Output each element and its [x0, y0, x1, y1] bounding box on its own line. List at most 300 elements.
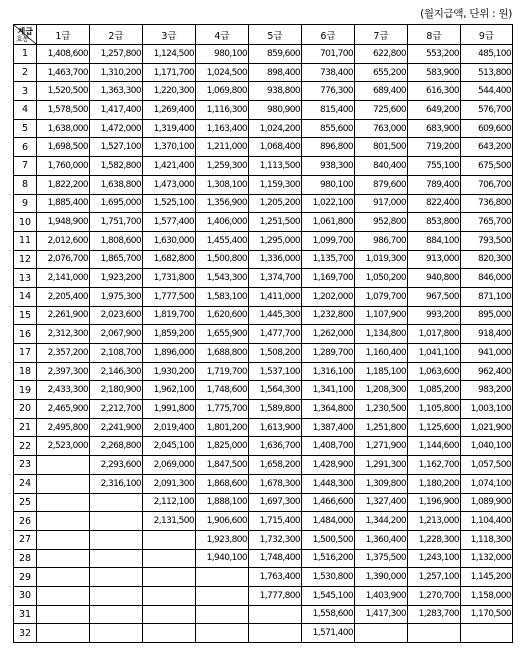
- step-cell: 20: [14, 400, 37, 419]
- pay-cell: 962,400: [461, 362, 513, 381]
- step-cell: 25: [14, 493, 37, 512]
- pay-cell: 1,159,300: [249, 175, 302, 194]
- pay-cell: 583,900: [408, 63, 461, 82]
- step-cell: 29: [14, 568, 37, 587]
- pay-cell: 2,091,300: [143, 474, 196, 493]
- pay-cell: 1,589,800: [249, 400, 302, 419]
- pay-cell: 1,564,300: [249, 381, 302, 400]
- pay-cell: 763,000: [355, 119, 408, 138]
- pay-cell: [355, 624, 408, 643]
- pay-cell: 2,261,900: [37, 306, 90, 325]
- pay-cell: 1,868,600: [196, 474, 249, 493]
- pay-cell: 1,105,800: [408, 400, 461, 419]
- step-cell: 32: [14, 624, 37, 643]
- table-header: [14, 25, 513, 45]
- pay-cell: 1,408,600: [37, 45, 90, 64]
- pay-cell: [143, 530, 196, 549]
- pay-cell: 1,107,900: [355, 306, 408, 325]
- pay-cell: 1,113,500: [249, 157, 302, 176]
- step-cell: 4: [14, 101, 37, 120]
- table-row: [14, 344, 513, 363]
- table-row: [14, 624, 513, 643]
- step-cell: 14: [14, 287, 37, 306]
- pay-cell: 1,074,100: [461, 474, 513, 493]
- pay-cell: 1,678,300: [249, 474, 302, 493]
- pay-cell: 1,578,500: [37, 101, 90, 120]
- pay-cell: 1,158,000: [461, 586, 513, 605]
- table-row: [14, 605, 513, 624]
- pay-cell: 1,630,000: [143, 231, 196, 250]
- pay-cell: [143, 549, 196, 568]
- corner-cell: [14, 25, 37, 45]
- pay-cell: 879,600: [355, 175, 408, 194]
- pay-cell: 1,697,300: [249, 493, 302, 512]
- pay-cell: 1,202,000: [302, 287, 355, 306]
- pay-cell: 1,537,100: [249, 362, 302, 381]
- pay-cell: 898,400: [249, 63, 302, 82]
- pay-cell: 1,417,300: [355, 605, 408, 624]
- step-cell: 15: [14, 306, 37, 325]
- pay-cell: 649,200: [408, 101, 461, 120]
- pay-cell: 719,200: [408, 138, 461, 157]
- corner-step-label: 호봉: [16, 35, 29, 43]
- pay-cell: 1,289,700: [302, 344, 355, 363]
- pay-cell: 553,200: [408, 45, 461, 64]
- pay-cell: 1,336,000: [249, 250, 302, 269]
- pay-cell: 755,100: [408, 157, 461, 176]
- pay-cell: [196, 624, 249, 643]
- pay-cell: 1,638,800: [90, 175, 143, 194]
- pay-cell: [196, 605, 249, 624]
- table-row: [14, 138, 513, 157]
- pay-cell: 1,638,000: [37, 119, 90, 138]
- pay-cell: 1,530,800: [302, 568, 355, 587]
- table-row: [14, 175, 513, 194]
- pay-cell: 1,775,700: [196, 400, 249, 419]
- table-row: [14, 474, 513, 493]
- pay-cell: 1,885,400: [37, 194, 90, 213]
- pay-cell: 1,636,700: [249, 437, 302, 456]
- pay-cell: 1,715,400: [249, 512, 302, 531]
- pay-cell: 1,283,700: [408, 605, 461, 624]
- pay-cell: 513,800: [461, 63, 513, 82]
- pay-cell: [37, 493, 90, 512]
- pay-cell: 980,100: [196, 45, 249, 64]
- pay-cell: 1,888,100: [196, 493, 249, 512]
- pay-cell: 918,400: [461, 325, 513, 344]
- table-row: [14, 250, 513, 269]
- pay-cell: 1,257,800: [90, 45, 143, 64]
- pay-cell: 941,000: [461, 344, 513, 363]
- pay-cell: 1,822,200: [37, 175, 90, 194]
- pay-cell: 1,448,300: [302, 474, 355, 493]
- pay-cell: 1,484,000: [302, 512, 355, 531]
- pay-cell: 1,185,100: [355, 362, 408, 381]
- pay-cell: 1,099,700: [302, 231, 355, 250]
- salary-table: [13, 24, 513, 643]
- table-row: [14, 418, 513, 437]
- corner-grade-label: 계급: [17, 27, 33, 36]
- pay-cell: 2,069,000: [143, 456, 196, 475]
- pay-cell: 820,300: [461, 250, 513, 269]
- pay-cell: 1,213,000: [408, 512, 461, 531]
- pay-cell: 1,327,400: [355, 493, 408, 512]
- pay-cell: 776,300: [302, 82, 355, 101]
- step-cell: 8: [14, 175, 37, 194]
- pay-cell: 793,500: [461, 231, 513, 250]
- pay-cell: 1,695,000: [90, 194, 143, 213]
- pay-cell: 643,200: [461, 138, 513, 157]
- grade-header: 7급: [355, 25, 408, 45]
- pay-cell: 1,408,700: [302, 437, 355, 456]
- pay-cell: 609,600: [461, 119, 513, 138]
- pay-cell: 1,558,600: [302, 605, 355, 624]
- pay-cell: [90, 624, 143, 643]
- pay-cell: [90, 586, 143, 605]
- grade-header: 2급: [90, 25, 143, 45]
- pay-cell: [143, 568, 196, 587]
- pay-cell: 1,160,400: [355, 344, 408, 363]
- pay-cell: 993,200: [408, 306, 461, 325]
- pay-cell: 1,428,900: [302, 456, 355, 475]
- pay-cell: 1,975,300: [90, 287, 143, 306]
- pay-cell: [196, 586, 249, 605]
- pay-cell: 1,819,700: [143, 306, 196, 325]
- pay-cell: 1,698,500: [37, 138, 90, 157]
- pay-cell: [37, 605, 90, 624]
- table-row: [14, 400, 513, 419]
- pay-cell: 544,400: [461, 82, 513, 101]
- pay-cell: 952,800: [355, 213, 408, 232]
- step-cell: 9: [14, 194, 37, 213]
- pay-cell: 1,801,200: [196, 418, 249, 437]
- pay-cell: 1,865,700: [90, 250, 143, 269]
- pay-cell: 1,688,800: [196, 344, 249, 363]
- table-row: [14, 456, 513, 475]
- pay-cell: 1,310,200: [90, 63, 143, 82]
- pay-cell: 2,293,600: [90, 456, 143, 475]
- pay-cell: 706,700: [461, 175, 513, 194]
- table-row: [14, 194, 513, 213]
- pay-cell: 1,104,400: [461, 512, 513, 531]
- step-cell: 11: [14, 231, 37, 250]
- pay-cell: 1,360,400: [355, 530, 408, 549]
- pay-cell: [37, 568, 90, 587]
- pay-cell: 815,400: [302, 101, 355, 120]
- pay-cell: 1,455,400: [196, 231, 249, 250]
- pay-cell: [37, 456, 90, 475]
- pay-cell: 1,543,300: [196, 269, 249, 288]
- grade-header: 4급: [196, 25, 249, 45]
- table-row: [14, 325, 513, 344]
- table-row: [14, 213, 513, 232]
- pay-cell: [249, 624, 302, 643]
- pay-cell: 2,465,900: [37, 400, 90, 419]
- pay-cell: 1,344,200: [355, 512, 408, 531]
- pay-cell: 1,251,800: [355, 418, 408, 437]
- pay-cell: 1,847,500: [196, 456, 249, 475]
- pay-cell: [37, 530, 90, 549]
- pay-cell: 884,100: [408, 231, 461, 250]
- step-cell: 27: [14, 530, 37, 549]
- pay-cell: 1,295,000: [249, 231, 302, 250]
- step-cell: 23: [14, 456, 37, 475]
- pay-cell: 1,228,300: [408, 530, 461, 549]
- pay-cell: 2,241,900: [90, 418, 143, 437]
- pay-cell: 1,411,000: [249, 287, 302, 306]
- pay-cell: 1,135,700: [302, 250, 355, 269]
- pay-cell: 1,923,200: [90, 269, 143, 288]
- grade-header: 1급: [37, 25, 90, 45]
- pay-cell: 1,655,900: [196, 325, 249, 344]
- pay-cell: [37, 624, 90, 643]
- pay-cell: 1,124,500: [143, 45, 196, 64]
- pay-cell: 1,991,800: [143, 400, 196, 419]
- pay-cell: 822,400: [408, 194, 461, 213]
- pay-cell: 1,211,000: [196, 138, 249, 157]
- pay-cell: 485,100: [461, 45, 513, 64]
- pay-cell: 2,076,700: [37, 250, 90, 269]
- table-row: [14, 287, 513, 306]
- pay-cell: 1,732,300: [249, 530, 302, 549]
- pay-cell: [143, 605, 196, 624]
- pay-cell: 1,019,300: [355, 250, 408, 269]
- pay-cell: 938,800: [249, 82, 302, 101]
- pay-cell: 1,079,700: [355, 287, 408, 306]
- step-cell: 22: [14, 437, 37, 456]
- pay-cell: 1,050,200: [355, 269, 408, 288]
- pay-cell: 1,259,300: [196, 157, 249, 176]
- step-cell: 10: [14, 213, 37, 232]
- pay-cell: 1,125,600: [408, 418, 461, 437]
- pay-cell: 895,000: [461, 306, 513, 325]
- pay-cell: 1,962,100: [143, 381, 196, 400]
- table-row: [14, 530, 513, 549]
- pay-cell: 1,906,600: [196, 512, 249, 531]
- pay-cell: 859,600: [249, 45, 302, 64]
- pay-cell: 1,658,200: [249, 456, 302, 475]
- pay-cell: 1,089,900: [461, 493, 513, 512]
- step-cell: 1: [14, 45, 37, 64]
- pay-cell: [90, 549, 143, 568]
- pay-cell: 1,719,700: [196, 362, 249, 381]
- step-cell: 28: [14, 549, 37, 568]
- pay-cell: 1,144,600: [408, 437, 461, 456]
- pay-cell: 896,800: [302, 138, 355, 157]
- pay-cell: 1,923,800: [196, 530, 249, 549]
- pay-cell: 1,896,000: [143, 344, 196, 363]
- pay-cell: 1,748,400: [249, 549, 302, 568]
- pay-cell: 1,364,800: [302, 400, 355, 419]
- pay-cell: [249, 605, 302, 624]
- pay-cell: 1,118,300: [461, 530, 513, 549]
- pay-cell: 765,700: [461, 213, 513, 232]
- pay-cell: 1,208,300: [355, 381, 408, 400]
- step-cell: 3: [14, 82, 37, 101]
- step-cell: 19: [14, 381, 37, 400]
- pay-cell: 1,516,200: [302, 549, 355, 568]
- pay-cell: [90, 512, 143, 531]
- pay-cell: 1,308,100: [196, 175, 249, 194]
- pay-cell: 1,682,800: [143, 250, 196, 269]
- pay-cell: 2,012,600: [37, 231, 90, 250]
- pay-cell: 2,495,800: [37, 418, 90, 437]
- pay-cell: 840,400: [355, 157, 408, 176]
- pay-cell: 2,112,100: [143, 493, 196, 512]
- unit-caption: (월지급액, 단위 : 원): [420, 8, 512, 20]
- pay-cell: 1,069,800: [196, 82, 249, 101]
- pay-cell: 1,620,600: [196, 306, 249, 325]
- pay-cell: 2,268,800: [90, 437, 143, 456]
- pay-cell: 1,220,300: [143, 82, 196, 101]
- pay-cell: 655,200: [355, 63, 408, 82]
- pay-cell: 2,357,200: [37, 344, 90, 363]
- pay-cell: [90, 605, 143, 624]
- pay-cell: [461, 624, 513, 643]
- table-row: [14, 63, 513, 82]
- table-row: [14, 437, 513, 456]
- pay-cell: 1,017,800: [408, 325, 461, 344]
- grade-header: 8급: [408, 25, 461, 45]
- pay-cell: [143, 586, 196, 605]
- step-cell: 17: [14, 344, 37, 363]
- table-row: [14, 362, 513, 381]
- pay-cell: 1,319,400: [143, 119, 196, 138]
- pay-cell: 789,400: [408, 175, 461, 194]
- pay-cell: 801,500: [355, 138, 408, 157]
- pay-cell: 1,363,300: [90, 82, 143, 101]
- pay-cell: 683,900: [408, 119, 461, 138]
- step-cell: 24: [14, 474, 37, 493]
- pay-cell: 940,800: [408, 269, 461, 288]
- grade-header: 9급: [461, 25, 513, 45]
- table-row: [14, 45, 513, 64]
- pay-cell: 913,000: [408, 250, 461, 269]
- pay-cell: 1,390,000: [355, 568, 408, 587]
- pay-cell: 1,859,200: [143, 325, 196, 344]
- step-cell: 2: [14, 63, 37, 82]
- pay-cell: 1,948,900: [37, 213, 90, 232]
- pay-cell: 1,171,700: [143, 63, 196, 82]
- step-cell: 18: [14, 362, 37, 381]
- pay-cell: 1,417,400: [90, 101, 143, 120]
- pay-cell: [37, 512, 90, 531]
- pay-cell: 2,131,500: [143, 512, 196, 531]
- table-row: [14, 306, 513, 325]
- pay-cell: 616,300: [408, 82, 461, 101]
- pay-cell: 1,085,200: [408, 381, 461, 400]
- pay-cell: 1,205,200: [249, 194, 302, 213]
- step-cell: 12: [14, 250, 37, 269]
- pay-cell: 1,751,700: [90, 213, 143, 232]
- pay-cell: 2,316,100: [90, 474, 143, 493]
- table-row: [14, 101, 513, 120]
- pay-cell: 2,067,900: [90, 325, 143, 344]
- pay-cell: 1,760,000: [37, 157, 90, 176]
- pay-cell: 1,024,200: [249, 119, 302, 138]
- pay-cell: 1,270,700: [408, 586, 461, 605]
- step-cell: 31: [14, 605, 37, 624]
- table-body: [14, 45, 513, 643]
- pay-cell: 1,545,100: [302, 586, 355, 605]
- pay-cell: [37, 586, 90, 605]
- pay-cell: 1,370,100: [143, 138, 196, 157]
- pay-cell: [196, 568, 249, 587]
- pay-cell: 1,825,000: [196, 437, 249, 456]
- pay-cell: [408, 624, 461, 643]
- pay-cell: 675,500: [461, 157, 513, 176]
- pay-cell: 1,375,500: [355, 549, 408, 568]
- pay-cell: 1,403,900: [355, 586, 408, 605]
- pay-cell: 1,508,200: [249, 344, 302, 363]
- pay-cell: 846,000: [461, 269, 513, 288]
- pay-cell: 1,500,800: [196, 250, 249, 269]
- pay-cell: 2,433,300: [37, 381, 90, 400]
- pay-cell: 1,583,100: [196, 287, 249, 306]
- pay-cell: [90, 568, 143, 587]
- pay-cell: 1,473,000: [143, 175, 196, 194]
- pay-cell: 2,523,000: [37, 437, 90, 456]
- pay-cell: 1,134,800: [355, 325, 408, 344]
- pay-cell: 1,116,300: [196, 101, 249, 120]
- pay-cell: 736,800: [461, 194, 513, 213]
- pay-cell: 1,582,800: [90, 157, 143, 176]
- pay-cell: 1,777,500: [143, 287, 196, 306]
- pay-cell: 983,200: [461, 381, 513, 400]
- pay-cell: 1,472,000: [90, 119, 143, 138]
- pay-cell: 1,930,200: [143, 362, 196, 381]
- pay-cell: 1,808,600: [90, 231, 143, 250]
- pay-cell: 1,291,300: [355, 456, 408, 475]
- step-cell: 13: [14, 269, 37, 288]
- table-row: [14, 82, 513, 101]
- table-row: [14, 119, 513, 138]
- pay-cell: 1,520,500: [37, 82, 90, 101]
- pay-cell: 1,387,400: [302, 418, 355, 437]
- pay-cell: 2,141,000: [37, 269, 90, 288]
- pay-cell: 2,180,900: [90, 381, 143, 400]
- pay-cell: 871,100: [461, 287, 513, 306]
- pay-cell: 1,421,400: [143, 157, 196, 176]
- pay-cell: 2,045,100: [143, 437, 196, 456]
- step-cell: 21: [14, 418, 37, 437]
- pay-cell: 1,500,500: [302, 530, 355, 549]
- pay-cell: 622,800: [355, 45, 408, 64]
- table-row: [14, 549, 513, 568]
- pay-cell: 2,212,700: [90, 400, 143, 419]
- pay-cell: 738,400: [302, 63, 355, 82]
- pay-cell: 1,445,300: [249, 306, 302, 325]
- pay-cell: 986,700: [355, 231, 408, 250]
- pay-cell: 1,068,400: [249, 138, 302, 157]
- pay-cell: 1,777,800: [249, 586, 302, 605]
- pay-cell: 1,271,900: [355, 437, 408, 456]
- pay-cell: 1,406,000: [196, 213, 249, 232]
- pay-cell: 1,024,500: [196, 63, 249, 82]
- pay-cell: 1,163,400: [196, 119, 249, 138]
- step-cell: 6: [14, 138, 37, 157]
- pay-cell: 980,900: [249, 101, 302, 120]
- pay-cell: 2,397,300: [37, 362, 90, 381]
- pay-cell: 2,146,300: [90, 362, 143, 381]
- pay-cell: 2,023,600: [90, 306, 143, 325]
- pay-cell: 1,940,100: [196, 549, 249, 568]
- pay-cell: 1,180,200: [408, 474, 461, 493]
- table-row: [14, 586, 513, 605]
- pay-cell: 1,571,400: [302, 624, 355, 643]
- pay-cell: 1,196,900: [408, 493, 461, 512]
- table-row: [14, 512, 513, 531]
